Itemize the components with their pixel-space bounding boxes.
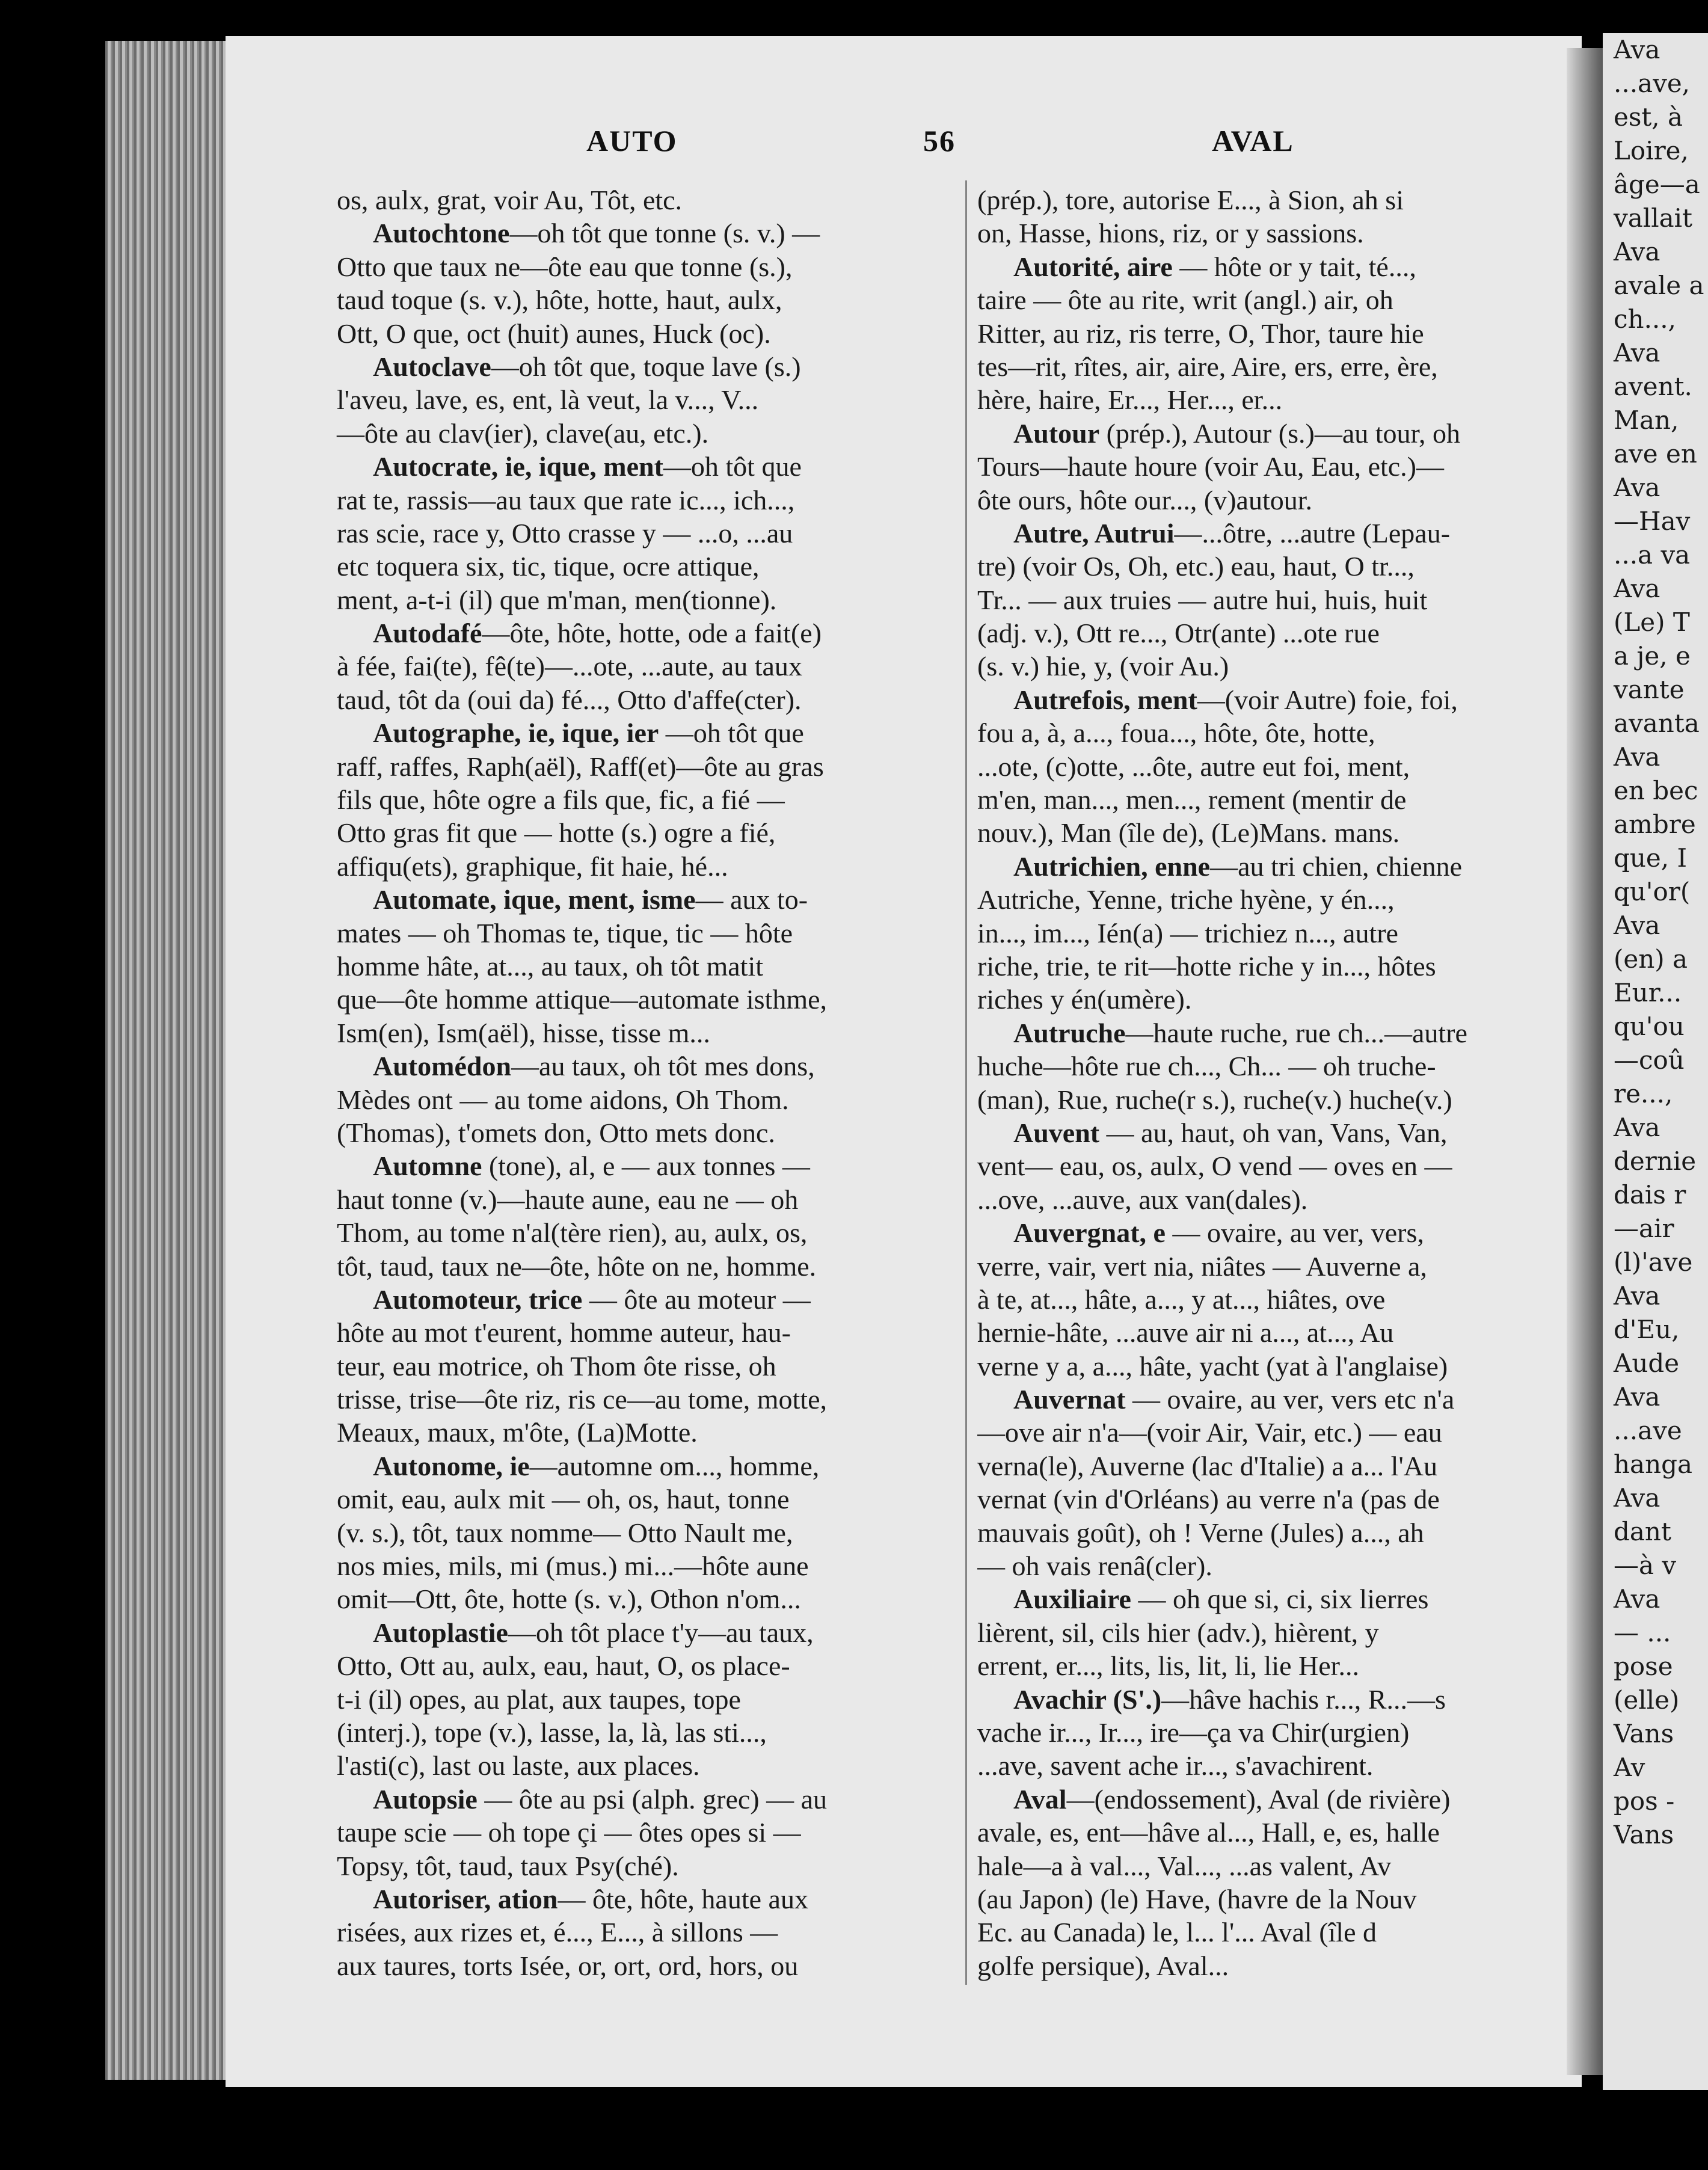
text-line: Automne (tone), al, e — aux tonnes —	[373, 1151, 810, 1182]
text-line: os, aulx, grat, voir Au, Tôt, etc.	[337, 185, 683, 215]
text-line: etc toquera six, tic, tique, ocre attique,	[337, 551, 760, 582]
text-line: Autruche—haute ruche, rue ch...—autre	[1013, 1017, 1467, 1048]
next-page-fragment-line: Ava	[1614, 473, 1660, 502]
text-line: haut tonne (v.)—haute aune, eau ne — oh	[337, 1184, 799, 1215]
next-page-fragment-line: avent.	[1614, 372, 1692, 401]
text-line: tôt, taud, taux ne—ôte, hôte on ne, homme.	[337, 1250, 817, 1282]
text-line: Ec. au Canada) le, l... l'... Aval (île d	[977, 1917, 1377, 1948]
text-line: Autoplastie—oh tôt place t'y—au taux,	[373, 1617, 814, 1648]
text-line: ras scie, race y, Otto crasse y — ...o, ...au	[337, 517, 793, 549]
text-line: hôte au mot t'eurent, homme auteur, hau-	[337, 1317, 791, 1348]
next-page-fragment-line: avale a	[1614, 271, 1704, 300]
next-page-fragment-line: Vans	[1614, 1719, 1674, 1748]
next-page-fragment-line: ...ave,	[1614, 69, 1691, 98]
text-line: Autopsie — ôte au psi (alph. grec) — au	[373, 1783, 828, 1815]
headword: Autonome, ie	[373, 1450, 530, 1481]
next-page-fragment-line: Eur...	[1614, 978, 1682, 1007]
text-line: ...ove, ...auve, aux van(dales).	[977, 1184, 1308, 1215]
text-line: on, Hasse, hions, riz, or y sassions.	[977, 218, 1364, 249]
next-page-fragment-line: (l)'ave	[1614, 1247, 1693, 1277]
next-page-fragment-line: —à v	[1614, 1551, 1677, 1580]
next-page-fragment-line: ...a va	[1614, 540, 1691, 570]
next-page-fragment-line: vante	[1614, 675, 1685, 704]
text-line: affiqu(ets), graphique, fit haie, hé...	[337, 850, 728, 882]
text-line: Auvernat — ovaire, au ver, vers etc n'a	[1013, 1384, 1455, 1415]
text-line: errent, er..., lits, lis, lit, li, lie Her...	[977, 1650, 1359, 1682]
adjacent-page-fragment	[1603, 33, 1708, 2090]
next-page-fragment-line: Ava	[1614, 574, 1660, 603]
next-page-fragment-line: —Hav	[1614, 506, 1691, 536]
text-line: lièrent, sil, cils hier (adv.), hièrent, y	[977, 1617, 1379, 1648]
text-line: (prép.), tore, autorise E..., à Sion, ah si	[977, 185, 1404, 215]
next-page-fragment-line: — ...	[1614, 1618, 1671, 1647]
text-line: ...ave, savent ache ir..., s'avachirent.	[977, 1750, 1374, 1781]
text-line: Autorité, aire — hôte or y tait, té...,	[1013, 251, 1416, 282]
next-page-fragment-line: est, à	[1614, 102, 1683, 132]
headword: Autour	[1013, 417, 1100, 449]
next-page-fragment-line: avanta	[1614, 708, 1700, 738]
text-line: taire — ôte au rite, writ (angl.) air, oh	[977, 284, 1393, 316]
next-page-fragment-line: —coû	[1614, 1045, 1685, 1075]
text-line: ment, a-t-i (il) que m'man, men(tionne).	[337, 584, 777, 615]
text-line: Autographe, ie, ique, ier —oh tôt que	[373, 718, 804, 749]
page-number: 56	[923, 124, 956, 158]
text-line: in..., im..., Ién(a) — trichiez n..., autre	[977, 917, 1398, 948]
text-line: l'aveu, lave, es, ent, là veut, la v..., V...	[337, 384, 759, 416]
text-line: Tr... — aux truies — autre hui, huis, huit	[977, 584, 1428, 615]
header-right-guideword: AVAL	[1212, 124, 1294, 158]
text-line: (adj. v.), Ott re..., Otr(ante) ...ote rue	[977, 618, 1380, 649]
text-line: Otto que taux ne—ôte eau que tonne (s.),	[337, 251, 793, 282]
text-line: avale, es, ent—hâve al..., Hall, e, es, halle	[977, 1817, 1440, 1848]
headword: Automne	[373, 1151, 482, 1182]
text-line: Otto, Ott au, aulx, eau, haut, O, os place-	[337, 1650, 790, 1682]
text-line: Meaux, maux, m'ôte, (La)Motte.	[337, 1417, 698, 1448]
next-page-fragment-line: Ava	[1614, 1113, 1660, 1142]
text-line: tes—rit, rîtes, air, aire, Aire, ers, erre, ère,	[977, 351, 1438, 382]
text-line: vernat (vin d'Orléans) au verre n'a (pas de	[977, 1484, 1440, 1515]
next-page-fragment-line: ave en	[1614, 439, 1697, 469]
headword: Autochtone	[373, 218, 510, 249]
next-page-fragment-line: qu'ou	[1614, 1012, 1685, 1041]
text-line: (v. s.), tôt, taux nomme— Otto Nault me,	[337, 1517, 793, 1548]
text-line: Autre, Autrui—...ôtre, ...autre (Lepau-	[1013, 517, 1451, 549]
next-page-fragment-line: Ava	[1614, 911, 1660, 940]
text-line: Autoriser, ation— ôte, hôte, haute aux	[373, 1883, 808, 1914]
next-page-fragment-line: en bec	[1614, 776, 1698, 805]
text-line: verre, vair, vert nia, niâtes — Auverne a,	[977, 1250, 1427, 1282]
headword: Autoriser, ation	[373, 1883, 558, 1914]
next-page-fragment-line: Av	[1614, 1753, 1645, 1782]
next-page-fragment-line: Ava	[1614, 1483, 1660, 1513]
header-left-guideword: AUTO	[586, 124, 678, 158]
text-line: m'en, man..., men..., rement (mentir de	[977, 784, 1407, 816]
text-line: t-i (il) opes, au plat, aux taupes, tope	[337, 1683, 741, 1715]
headword: Auvergnat, e	[1013, 1217, 1166, 1249]
next-page-fragment-line: hanga	[1614, 1449, 1693, 1479]
text-line: Autoclave—oh tôt que, toque lave (s.)	[373, 351, 801, 382]
headword: Automédon	[373, 1051, 512, 1082]
text-line: mauvais goût), oh ! Verne (Jules) a..., ah	[977, 1517, 1424, 1548]
text-line: taud, tôt da (oui da) fé..., Otto d'affe(cter).	[337, 684, 802, 715]
next-page-fragment-line: Ava	[1614, 35, 1660, 64]
right-column	[977, 183, 1567, 1982]
next-page-fragment-line: re...,	[1614, 1079, 1673, 1108]
text-line: nouv.), Man (île de), (Le)Mans. mans.	[977, 817, 1400, 849]
text-line: huche—hôte rue ch..., Ch... — oh truche-	[977, 1051, 1436, 1082]
text-line: Autonome, ie—automne om..., homme,	[373, 1450, 820, 1481]
text-line: Autodafé—ôte, hôte, hotte, ode a fait(e)	[373, 618, 822, 649]
headword: Autoclave	[373, 351, 491, 382]
text-line: Mèdes ont — au tome aidons, Oh Thom.	[337, 1084, 789, 1115]
next-page-fragment-line: Ava	[1614, 1584, 1660, 1614]
next-page-fragment-line: Ava	[1614, 1281, 1660, 1311]
text-line: Autriche, Yenne, triche hyène, y én...,	[977, 884, 1395, 915]
text-line: hale—a à val..., Val..., ...as valent, Av	[977, 1850, 1392, 1881]
text-line: à te, at..., hâte, a..., y at..., hiâtes, ove	[977, 1283, 1386, 1315]
text-line: Autour (prép.), Autour (s.)—au tour, oh	[1013, 417, 1460, 449]
text-line: tre) (voir Os, Oh, etc.) eau, haut, O tr...,	[977, 551, 1415, 582]
text-line: taud toque (s. v.), hôte, hotte, haut, aulx,	[337, 284, 782, 316]
next-page-fragment-line: (elle)	[1614, 1685, 1680, 1715]
next-page-fragment-line: d'Eu,	[1614, 1315, 1680, 1344]
next-page-fragment-line: (en) a	[1614, 944, 1688, 974]
text-line: trisse, trise—ôte riz, ris ce—au tome, motte,	[337, 1384, 827, 1415]
headword: Autruche	[1013, 1017, 1126, 1048]
next-page-fragment-line: dernie	[1614, 1146, 1697, 1176]
text-line: Topsy, tôt, taud, taux Psy(ché).	[337, 1850, 679, 1881]
text-line: Autochtone—oh tôt que tonne (s. v.) —	[373, 218, 820, 249]
text-line: Auvent — au, haut, oh van, Vans, Van,	[1013, 1117, 1448, 1148]
text-line: hère, haire, Er..., Her..., er...	[977, 384, 1283, 416]
text-line: Auvergnat, e — ovaire, au ver, vers,	[1013, 1217, 1424, 1249]
text-line: mates — oh Thomas te, tique, tic — hôte	[337, 917, 793, 948]
text-line: teur, eau motrice, oh Thom ôte risse, oh	[337, 1350, 776, 1382]
text-line: omit, eau, aulx mit — oh, os, haut, tonne	[337, 1484, 790, 1515]
text-line: risées, aux rizes et, é..., E..., à sillons —	[337, 1917, 778, 1948]
next-page-fragment-line: pos -	[1614, 1786, 1675, 1816]
headword: Autrefois, ment	[1013, 684, 1197, 715]
next-page-fragment-line: Man,	[1614, 405, 1679, 435]
headword: Avachir (S'.)	[1013, 1683, 1162, 1715]
next-page-fragment-line: ch...,	[1614, 304, 1676, 334]
headword: Autoplastie	[373, 1617, 508, 1648]
next-page-fragment-line: dais r	[1614, 1180, 1686, 1209]
next-page-fragment-line: Ava	[1614, 338, 1660, 367]
next-page-fragment-line: (Le) T	[1614, 607, 1690, 637]
text-line: Thom, au tome n'al(tère rien), au, aulx, os,	[337, 1217, 808, 1249]
text-line: vent— eau, os, aulx, O vend — oves en —	[977, 1151, 1452, 1182]
text-line: omit—Ott, ôte, hotte (s. v.), Othon n'om...	[337, 1584, 801, 1615]
book-page-edges	[105, 41, 232, 2080]
headword: Autopsie	[373, 1783, 478, 1815]
text-line: (Thomas), t'omets don, Otto mets donc.	[337, 1117, 775, 1148]
text-line: nos mies, mils, mi (mus.) mi...—hôte aune	[337, 1551, 809, 1582]
headword: Auxiliaire	[1013, 1584, 1131, 1615]
text-line: Autrefois, ment—(voir Autre) foie, foi,	[1013, 684, 1458, 715]
text-line: —ove air n'a—(voir Air, Vair, etc.) — eau	[977, 1417, 1442, 1448]
next-page-fragment-line: —air	[1614, 1214, 1674, 1243]
headword: Auvent	[1013, 1117, 1100, 1148]
headword: Autre, Autrui	[1013, 517, 1175, 549]
text-line: vache ir..., Ir..., ire—ça va Chir(urgien)	[977, 1717, 1410, 1748]
headword: Autrichien, enne	[1013, 850, 1211, 882]
text-line: Aval—(endossement), Aval (de rivière)	[1013, 1783, 1451, 1815]
text-line: (s. v.) hie, y, (voir Au.)	[977, 651, 1229, 682]
headword: Aval	[1013, 1783, 1067, 1815]
text-line: à fée, fai(te), fê(te)—...ote, ...aute, au taux	[337, 651, 802, 682]
text-line: raff, raffes, Raph(aël), Raff(et)—ôte au gras	[337, 751, 824, 782]
text-line: Automoteur, trice — ôte au moteur —	[373, 1283, 811, 1315]
next-page-fragment-line: Ava	[1614, 1382, 1660, 1412]
text-line: Autrichien, enne—au tri chien, chienne	[1013, 850, 1463, 882]
text-line: Ritter, au riz, ris terre, O, Thor, taure hie	[977, 318, 1424, 349]
next-page-fragment-line: qu'or(	[1614, 877, 1691, 906]
running-header	[226, 123, 1567, 165]
text-line: Tours—haute houre (voir Au, Eau, etc.)—	[977, 451, 1445, 482]
next-page-fragment-line: Loire,	[1614, 136, 1689, 165]
text-line: —ôte au clav(ier), clave(au, etc.).	[337, 417, 709, 449]
text-line: que—ôte homme attique—automate isthme,	[337, 984, 828, 1015]
headword: Automate, ique, ment, isme	[373, 884, 696, 915]
text-line: fils que, hôte ogre a fils que, fic, a fié —	[337, 784, 785, 816]
text-line: (man), Rue, ruche(r s.), ruche(v.) huche(v.)	[977, 1084, 1452, 1115]
text-line: l'asti(c), last ou laste, aux places.	[337, 1750, 700, 1781]
next-page-fragment-line: Ava	[1614, 742, 1660, 772]
next-page-fragment-line: Aude	[1614, 1348, 1680, 1378]
headword: Automoteur, trice	[373, 1283, 583, 1315]
text-line: fou a, à, a..., foua..., hôte, ôte, hotte,	[977, 718, 1375, 749]
text-line: Ism(en), Ism(aël), hisse, tisse m...	[337, 1017, 710, 1048]
text-line: ôte ours, hôte our..., (v)autour.	[977, 484, 1313, 515]
left-column	[337, 183, 956, 1982]
text-line: hernie-hâte, ...auve air ni a..., at..., Au	[977, 1317, 1394, 1348]
text-line: Ott, O que, oct (huit) aunes, Huck (oc).	[337, 318, 771, 349]
text-line: Autocrate, ie, ique, ment—oh tôt que	[373, 451, 802, 482]
text-line: rat te, rassis—au taux que rate ic..., ich...,	[337, 484, 795, 515]
text-line: (au Japon) (le) Have, (havre de la Nouv	[977, 1883, 1417, 1914]
text-line: golfe persique), Aval...	[977, 1950, 1229, 1981]
next-page-fragment-line: que, I	[1614, 843, 1688, 873]
next-page-fragment-line: âge—a	[1614, 170, 1700, 199]
text-line: taupe scie — oh tope çi — ôtes opes si —	[337, 1817, 801, 1848]
text-line: Otto gras fit que — hotte (s.) ogre a fié,	[337, 817, 776, 849]
text-line: Automate, ique, ment, isme— aux to-	[373, 884, 808, 915]
text-line: aux taures, torts Isée, or, ort, ord, hors, ou	[337, 1950, 799, 1981]
text-line: Automédon—au taux, oh tôt mes dons,	[373, 1051, 815, 1082]
next-page-fragment-line: ambre	[1614, 810, 1696, 839]
next-page-fragment-line: Vans	[1614, 1820, 1674, 1849]
text-line: Avachir (S'.)—hâve hachis r..., R...—s	[1013, 1683, 1446, 1715]
headword: Autodafé	[373, 618, 482, 649]
next-page-fragment-line: a je, e	[1614, 641, 1691, 671]
headword: Auvernat	[1013, 1384, 1126, 1415]
text-line: (interj.), tope (v.), lasse, la, là, las sti...,	[337, 1717, 767, 1748]
text-line: — oh vais renâ(cler).	[977, 1551, 1212, 1582]
next-page-fragment-line: pose	[1614, 1652, 1673, 1681]
text-line: verne y a, a..., hâte, yacht (yat à l'anglaise)	[977, 1350, 1448, 1382]
text-line: homme hâte, at..., au taux, oh tôt matit	[337, 950, 764, 982]
next-page-fragment-line: Ava	[1614, 237, 1660, 266]
headword: Autographe, ie, ique, ier	[373, 718, 659, 749]
text-line: Auxiliaire — oh que si, ci, six lierres	[1013, 1584, 1429, 1615]
next-page-fragment-line: vallait	[1614, 203, 1692, 233]
headword: Autorité, aire	[1013, 251, 1173, 282]
text-line: riches y én(umère).	[977, 984, 1192, 1015]
headword: Autocrate, ie, ique, ment	[373, 451, 663, 482]
next-page-fragment-line: ...ave	[1614, 1416, 1682, 1445]
text-line: ...ote, (c)otte, ...ôte, autre eut foi, ment,	[977, 751, 1410, 782]
text-line: riche, trie, te rit—hotte riche y in..., hôtes	[977, 950, 1436, 982]
text-line: verna(le), Auverne (lac d'Italie) a a... l'Au	[977, 1450, 1437, 1481]
column-divider	[965, 180, 967, 1985]
next-page-fragment-line: dant	[1614, 1517, 1671, 1546]
